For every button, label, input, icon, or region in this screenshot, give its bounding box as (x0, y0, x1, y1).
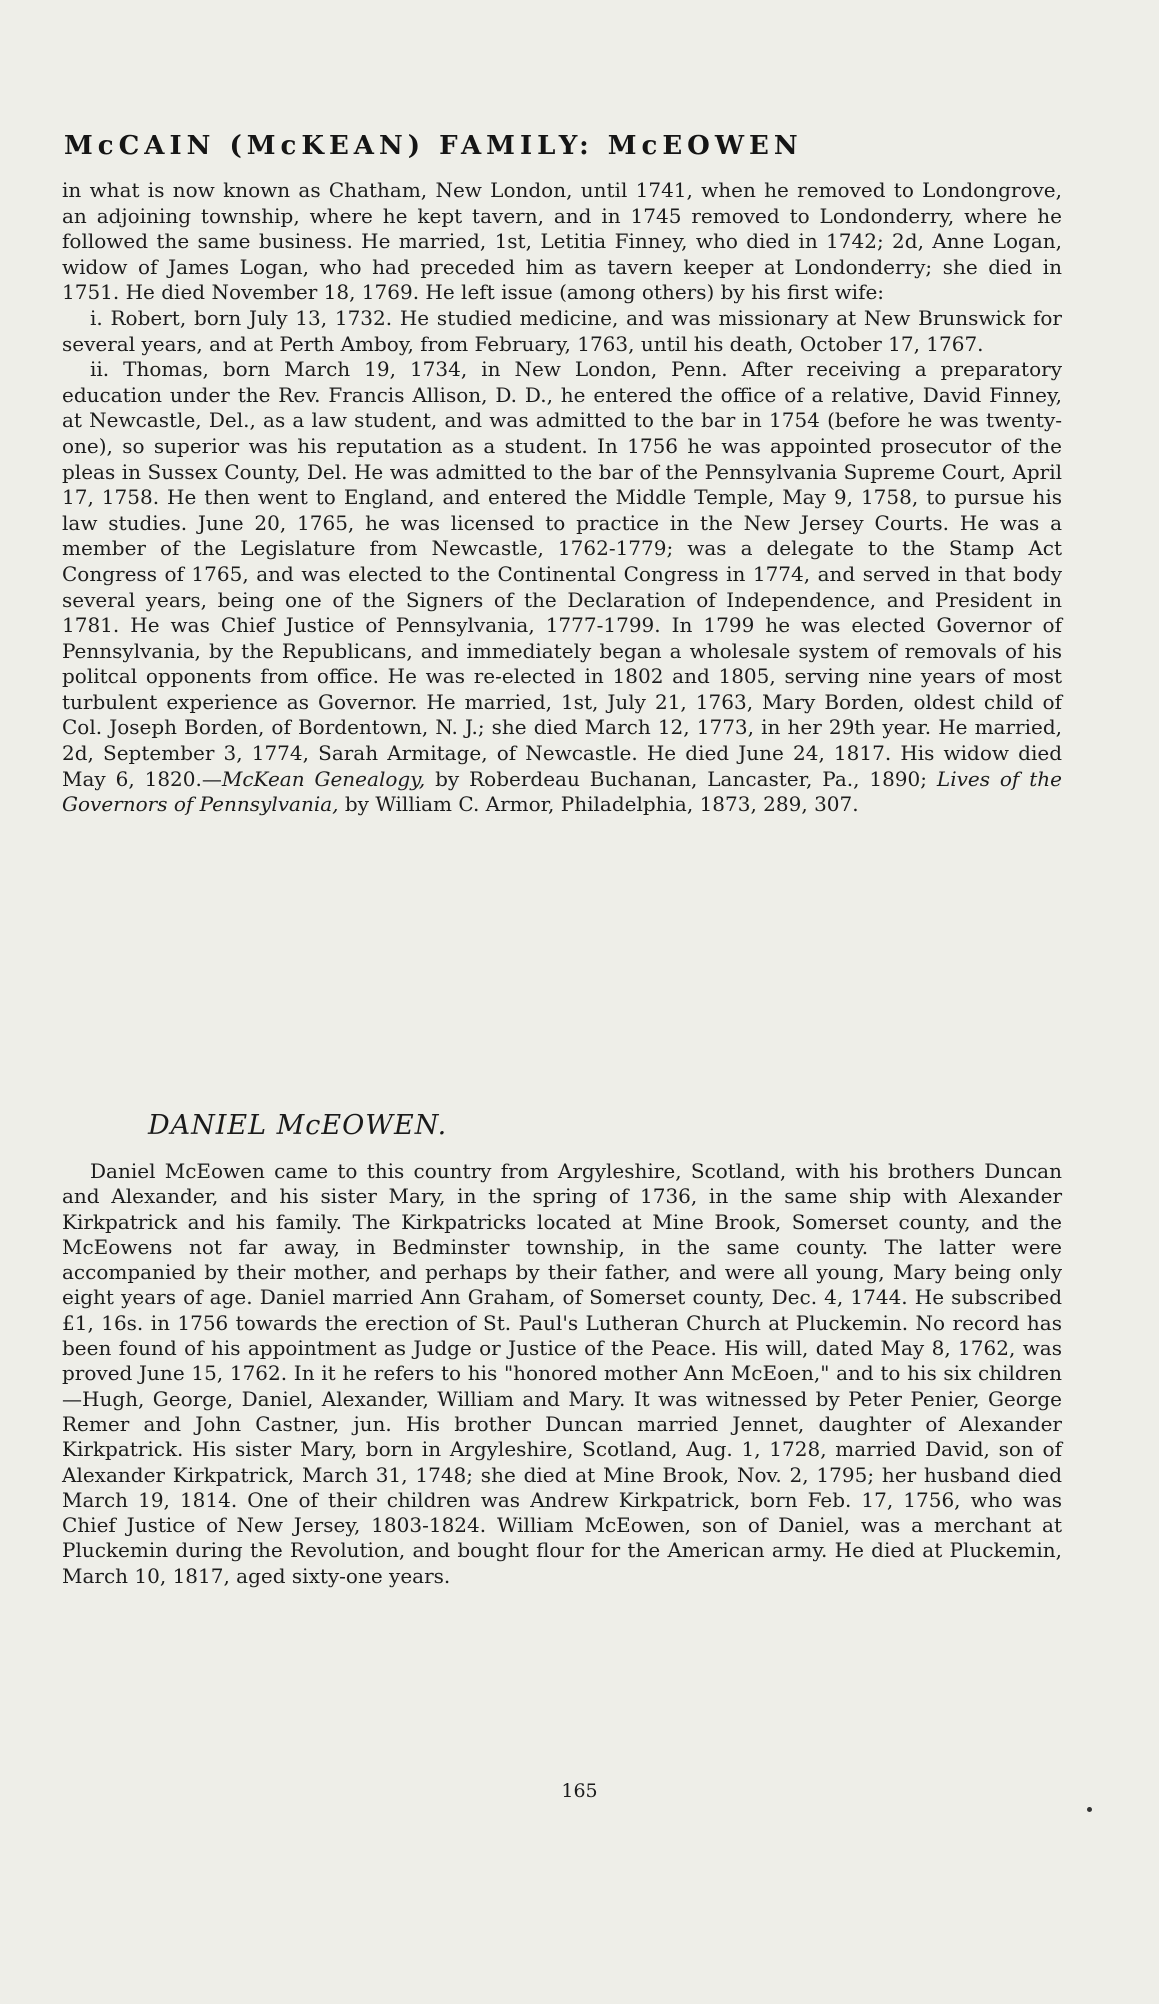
section-mceowen-body (62, 1159, 1062, 1589)
thomas-source-mid: by Roberdeau Buchanan, Lancaster, Pa., 1890; (425, 766, 937, 791)
source-mckean-genealogy: McKean Genealogy, (221, 766, 426, 791)
thomas-source-tail: by William C. Armor, Philadelphia, 1873, 289, 307. (338, 792, 859, 817)
source-lives-of-governors: Lives of the Governors of Pennsylvania, (62, 766, 1062, 817)
running-head: McCAIN (McKEAN) FAMILY: McEOWEN (64, 131, 803, 161)
section-heading-daniel-mceowen: DANIEL McEOWEN. (148, 1110, 448, 1141)
section-mckean-body (62, 178, 1062, 818)
paragraph-intro: in what is now known as Chatham, New London, until 1741, when he removed to Londongrove, an adjoining township, where he kept tavern, and in 1745 removed to Londonderry, where he followed the same business. He married, 1st, Letitia Finney, who died in 1742; 2d, Anne Logan, widow of James Logan, who had preceded him as tavern keeper at Londonderry; she died in 1751. He died November 18, 1769. He left issue (among others) by his first wife: (62, 178, 1062, 305)
thomas-text: ii. Thomas, born March 19, 1734, in New London, Penn. After receiving a preparatory education under the Rev. Francis Allison, D. D., he entered the office of a relative, David Finney, at Newcastle, Del., as a law student, and was admitted to the bar in 1754 (before he was twenty-one), so superior was his reputation as a student. In 1756 he was appointed prosecutor of the pleas in Sussex County, Del. He was admitted to the bar of the Pennsylvania Supreme Court, April 17, 1758. He then went to England, and entered the Middle Temple, May 9, 1758, to pursue his law studies. June 20, 1765, he was licensed to practice in the New Jersey Courts. He was a member of the Legislature from Newcastle, 1762-1779; was a delegate to the Stamp Act Congress of 1765, and was elected to the Continental Congress in 1774, and served in that body several years, being one of the Signers of the Declaration of Independence, and President in 1781. He was Chief Justice of Pennsylvania, 1777-1799. In 1799 he was elected Governor of Pennsylvania, by the Republicans, and immediately began a wholesale system of removals of his politcal opponents from office. He was re-elected in 1802 and 1805, serving nine years of most turbulent experience as Governor. He married, 1st, July 21, 1763, Mary Borden, oldest child of Col. Joseph Borden, of Bordentown, N. J.; she died March 12, 1773, in her 29th year. He married, 2d, September 3, 1774, Sarah Armitage, of Newcastle. He died June 24, 1817. His widow died May 6, 1820.— (62, 357, 1062, 791)
paragraph-thomas (62, 357, 1062, 818)
page-number: 165 (561, 1780, 598, 1802)
paragraph-robert: i. Robert, born July 13, 1732. He studied medicine, and was missionary at New Brunswick for several years, and at Perth Amboy, from February, 1763, until his death, October 17, 1767. (62, 305, 1062, 356)
paragraph-daniel: Daniel McEowen came to this country from Argyleshire, Scotland, with his brothers Duncan and Alexander, and his sister Mary, in the spring of 1736, in the same ship with Alexander Kirkpatrick and his family. The Kirkpatricks located at Mine Brook, Somerset county, and the McEowens not far away, in Bedminster township, in the same county. The latter were accompanied by their mother, and perhaps by their father, and were all young, Mary being only eight years of age. Daniel married Ann Graham, of Somerset county, Dec. 4, 1744. He subscribed £1, 16s. in 1756 towards the erection of St. Paul's Lutheran Church at Pluckemin. No record has been found of his appointment as Judge or Justice of the Peace. His will, dated May 8, 1762, was proved June 15, 1762. In it he refers to his "honored mother Ann McEoen," and to his six children—Hugh, George, Daniel, Alexander, William and Mary. It was witnessed by Peter Penier, George Remer and John Castner, jun. His brother Duncan married Jennet, daughter of Alexander Kirkpatrick. His sister Mary, born in Argyleshire, Scotland, Aug. 1, 1728, married David, son of Alexander Kirkpatrick, March 31, 1748; she died at Mine Brook, Nov. 2, 1795; her husband died March 19, 1814. One of their children was Andrew Kirkpatrick, born Feb. 17, 1756, who was Chief Justice of New Jersey, 1803-1824. William McEowen, son of Daniel, was a merchant at Pluckemin during the Revolution, and bought flour for the American army. He died at Pluckemin, March 10, 1817, aged sixty-one years. (62, 1159, 1062, 1588)
scan-speck (1087, 1807, 1092, 1812)
